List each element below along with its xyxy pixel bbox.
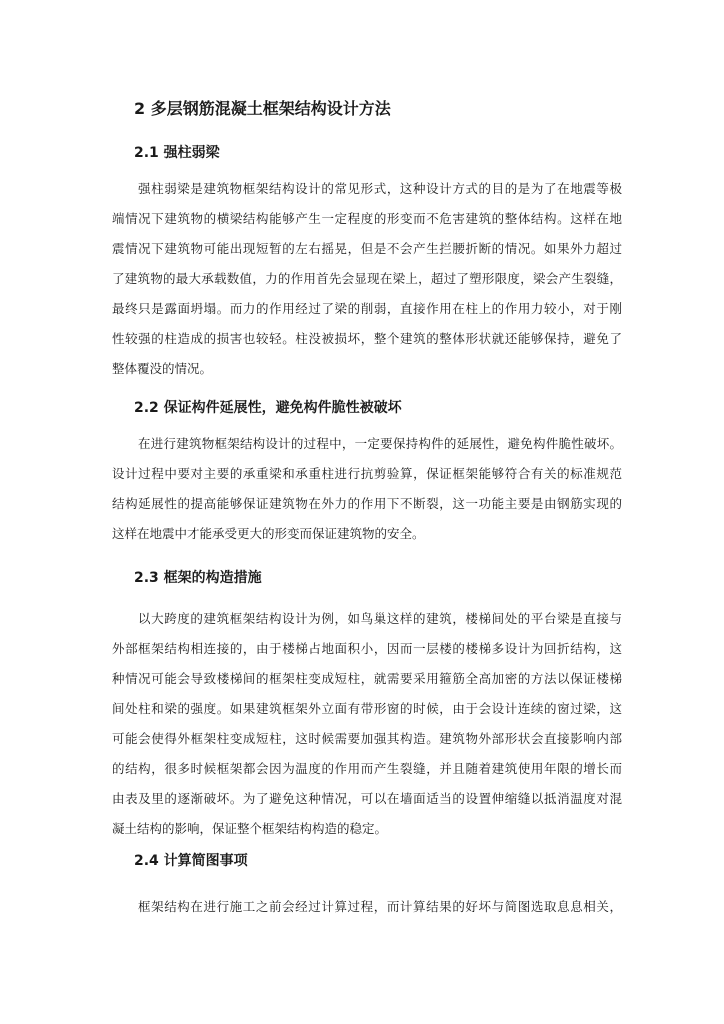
paragraph-line: 的结构，很多时候框架都会因为温度的作用而产生裂缝，并且随着建筑使用年限的增长而 bbox=[112, 761, 622, 776]
paragraph-line: 最终只是露面坍塌。而力的作用经过了梁的削弱，直接作用在柱上的作用力较小，对于刚 bbox=[112, 301, 622, 316]
section-heading-2-4: 2.4 计算简图事项 bbox=[134, 853, 248, 869]
paragraph-line: 整体覆没的情况。 bbox=[112, 361, 213, 376]
paragraph-line: 可能会使得外框架柱变成短柱，这时候需要加强其构造。建筑物外部形状会直接影响内部 bbox=[112, 731, 622, 746]
paragraph-line: 性较强的柱造成的损害也较轻。柱没被损坏，整个建筑的整体形状就还能够保持，避免了 bbox=[112, 331, 622, 346]
section-paragraph-2-2 bbox=[112, 429, 622, 549]
section-paragraph-2-4 bbox=[112, 892, 622, 922]
paragraph-line: 在进行建筑物框架结构设计的过程中，一定要保持构件的延展性，避免构件脆性破坏。 bbox=[138, 436, 622, 451]
section-paragraph-2-1 bbox=[112, 174, 622, 384]
section-heading-2-2: 2.2 保证构件延展性，避免构件脆性被破坏 bbox=[134, 400, 402, 416]
paragraph-line: 强柱弱梁是建筑物框架结构设计的常见形式，这种设计方式的目的是为了在地震等极 bbox=[138, 181, 622, 196]
paragraph-line: 外部框架结构相连接的，由于楼梯占地面积小，因而一层楼的楼梯多设计为回折结构，这 bbox=[112, 641, 622, 656]
paragraph-line: 设计过程中要对主要的承重梁和承重柱进行抗剪验算，保证框架能够符合有关的标准规范 bbox=[112, 466, 622, 481]
section-heading-2-1: 2.1 强柱弱梁 bbox=[134, 145, 220, 161]
section-paragraph-2-3 bbox=[112, 604, 622, 844]
paragraph-line: 由表及里的逐渐破坏。为了避免这种情况，可以在墙面适当的设置伸缩缝以抵消温度对混 bbox=[112, 791, 622, 806]
paragraph-line: 凝土结构的影响，保证整个框架结构构造的稳定。 bbox=[112, 821, 388, 836]
paragraph-line: 这样在地震中才能承受更大的形变而保证建筑物的安全。 bbox=[112, 526, 425, 541]
paragraph-line: 间处柱和梁的强度。如果建筑框架外立面有带形窗的时候，由于会设计连续的窗过梁，这 bbox=[112, 701, 622, 716]
section-heading-2-3: 2.3 框架的构造措施 bbox=[134, 570, 262, 586]
paragraph-line: 结构延展性的提高能够保证建筑物在外力的作用下不断裂，这一功能主要是由钢筋实现的 bbox=[112, 496, 622, 511]
paragraph-line: 端情况下建筑物的横梁结构能够产生一定程度的形变而不危害建筑的整体结构。这样在地 bbox=[112, 211, 622, 226]
paragraph-line: 了建筑物的最大承载数值，力的作用首先会显现在梁上，超过了塑形限度，梁会产生裂缝， bbox=[112, 271, 622, 286]
paragraph-line: 震情况下建筑物可能出现短暂的左右摇晃，但是不会产生拦腰折断的情况。如果外力超过 bbox=[112, 241, 622, 256]
paragraph-line: 种情况可能会导致楼梯间的框架柱变成短柱，就需要采用箍筋全高加密的方法以保证楼梯 bbox=[112, 671, 622, 686]
page-title: 2 多层钢筋混凝土框架结构设计方法 bbox=[134, 99, 391, 118]
paragraph-line: 以大跨度的建筑框架结构设计为例，如鸟巢这样的建筑，楼梯间处的平台梁是直接与 bbox=[138, 611, 622, 626]
paragraph-line: 框架结构在进行施工之前会经过计算过程，而计算结果的好坏与简图选取息息相关， bbox=[138, 899, 622, 914]
